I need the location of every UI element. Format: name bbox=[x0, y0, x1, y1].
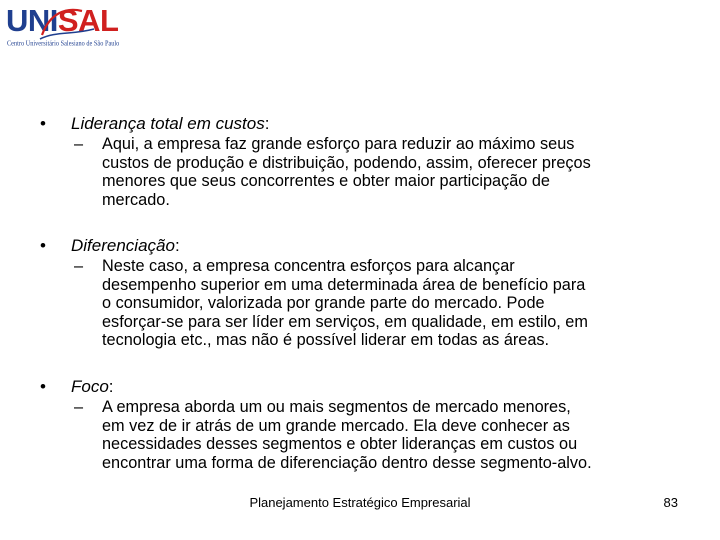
bullet-title-text: Foco bbox=[71, 377, 109, 396]
bullet-title bbox=[71, 114, 269, 134]
bullet-title-suffix: : bbox=[108, 377, 114, 396]
text-line: necessidades desses segmentos e obter lideranças em custos ou bbox=[102, 435, 578, 454]
logo-word-left: UNI bbox=[6, 3, 58, 38]
sub-bullet-dash: – bbox=[74, 398, 84, 416]
text-line: em vez de ir atrás de um grande mercado. Ela deve conhecer as bbox=[102, 416, 570, 435]
bullet-title bbox=[71, 377, 114, 397]
logo-wordmark bbox=[6, 4, 118, 38]
sub-bullet-text bbox=[102, 135, 692, 209]
text-line: encontrar uma forma de diferenciação dentro desse segmento-alvo. bbox=[102, 453, 592, 472]
bullet-symbol: • bbox=[40, 114, 46, 133]
text-line: Neste caso, a empresa concentra esforços para alcançar bbox=[102, 257, 515, 275]
bullet-symbol: • bbox=[40, 377, 46, 396]
text-line: A empresa aborda um ou mais segmentos de mercado menores, bbox=[102, 398, 571, 416]
text-line: o consumidor, valorizada por grande parte do mercado. Pode bbox=[102, 294, 545, 313]
text-line: Aqui, a empresa faz grande esforço para reduzir ao máximo seus bbox=[102, 135, 575, 153]
text-line: tecnologia etc., mas não é possível liderar em todas as áreas. bbox=[102, 331, 550, 350]
bullet-title-text: Diferenciação bbox=[71, 236, 175, 255]
bullet-title-suffix: : bbox=[264, 114, 270, 133]
text-line: desempenho superior em uma determinada área de benefício para bbox=[102, 275, 586, 294]
sub-bullet-dash: – bbox=[74, 257, 84, 275]
sub-bullet-text bbox=[102, 257, 692, 350]
text-line: mercado. bbox=[102, 190, 170, 209]
text-line: esforçar-se para ser líder em serviços, em qualidade, em estilo, em bbox=[102, 312, 588, 331]
logo-subtitle: Centro Universitário Salesiano de São Paulo bbox=[7, 40, 120, 48]
footer-title: Planejamento Estratégico Empresarial bbox=[249, 495, 471, 510]
bullet-title bbox=[71, 236, 180, 256]
bullet-title-suffix: : bbox=[174, 236, 180, 255]
text-line: menores que seus concorrentes e obter maior participação de bbox=[102, 172, 550, 191]
bullet-symbol: • bbox=[40, 236, 46, 255]
unisal-logo bbox=[6, 4, 118, 54]
text-line: custos de produção e distribuição, podendo, assim, oferecer preços bbox=[102, 153, 591, 172]
bullet-title-text: Liderança total em custos bbox=[71, 114, 265, 133]
page-number: 83 bbox=[663, 495, 678, 510]
sub-bullet-text bbox=[102, 398, 692, 472]
sub-bullet-dash: – bbox=[74, 135, 84, 153]
logo-word-right: SAL bbox=[57, 3, 119, 38]
